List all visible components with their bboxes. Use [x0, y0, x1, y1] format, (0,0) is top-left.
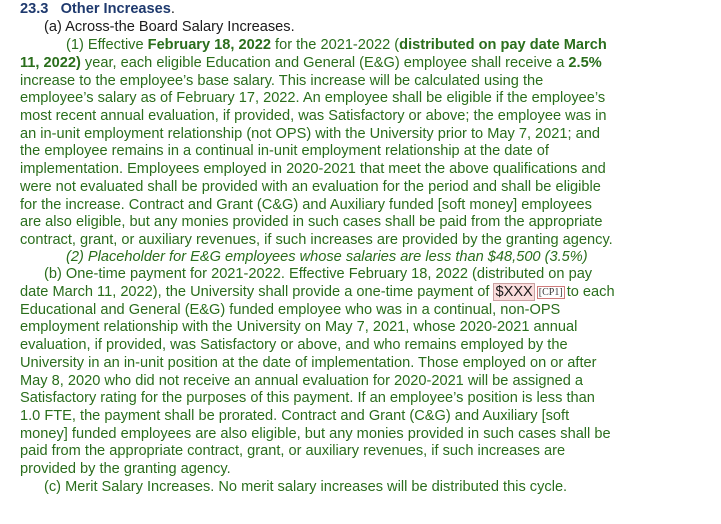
p1-effective-date: February 18, 2022	[147, 37, 271, 53]
p1-percent: 2.5%	[568, 55, 602, 71]
p1-line: are also eligible, but any monies provided in such cases shall be paid from the appropriate	[20, 214, 603, 230]
p1-line: implementation. Employees employed in 2020-2021 that meet the above qualifications and	[20, 161, 606, 177]
comment-marker[interactable]: [CP1]	[538, 287, 563, 298]
subsection-a-label: (a) Across-the Board Salary Increases.	[44, 19, 295, 35]
paragraph-1-line-1	[66, 37, 607, 55]
subsection-c: (c) Merit Salary Increases. No merit salary increases will be distributed this cycle.	[44, 479, 568, 495]
p1-line: for the increase. Contract and Grant (C&G) and Auxiliary funded [soft money] employees	[20, 197, 592, 213]
b-line: May 8, 2020 who did not receive an annual evaluation for 2020-2021 will be assigned a	[20, 373, 584, 389]
subsection-b-line-2	[20, 284, 615, 302]
payment-amount-placeholder[interactable]: $XXX	[495, 284, 533, 300]
b-line: employment relationship with the University on May 7, 2021, whose 2020-2021 annual	[20, 319, 578, 335]
b-line2-pre: date March 11, 2022), the University shall provide a one-time payment of	[20, 284, 494, 300]
p1-paid-date-2: 11, 2022)	[20, 55, 81, 71]
b-line: paid from the appropriate contract, grant, or auxiliary revenues, if such increases are	[20, 443, 566, 459]
section-number: 23.3	[20, 1, 49, 17]
p1-paid-date-1: distributed on pay date March	[399, 37, 607, 53]
p1-line: were not evaluated shall be provided with an evaluation for the period and shall be eligible	[20, 179, 601, 195]
b-line2-post: to each	[566, 284, 615, 300]
p1-mid: for the 2021-2022 (	[270, 37, 400, 53]
p1-line: increase to the employee’s base salary. This increase will be calculated using the	[20, 73, 544, 89]
p1-line: most recent annual evaluation, if provided, was Satisfactory or above; the employee was in	[20, 108, 607, 124]
section-heading	[20, 1, 175, 19]
subsection-b-line-1: (b) One-time payment for 2021-2022. Effective February 18, 2022 (distributed on pay	[44, 266, 593, 282]
b-line: University in an in-unit position at the date of implementation. Those employed on or after	[20, 355, 597, 371]
b-line: Educational and General (E&G) funded employee who was in a continual, non-OPS	[20, 302, 561, 318]
b-line: evaluation, if provided, was Satisfactory or above, and who remains employed by the	[20, 337, 568, 353]
b-line: provided by the granting agency.	[20, 461, 231, 477]
section-title: Other Increases	[60, 1, 171, 17]
p1-line: employee’s salary as of February 17, 2022. An employee shall be eligible if the employee’s	[20, 90, 606, 106]
paragraph-1-line-2	[20, 55, 602, 73]
p1-line: an in-unit employment relationship (not OPS) with the University prior to May 7, 2021; and	[20, 126, 600, 142]
p1-intro: (1) Effective	[66, 37, 148, 53]
p1-rest: year, each eligible Education and General (E&G) employee shall receive a	[80, 55, 569, 71]
heading-period: .	[170, 1, 175, 17]
paragraph-2-placeholder: (2) Placeholder for E&G employees whose salaries are less than $48,500 (3.5%)	[66, 249, 588, 265]
b-line: Satisfactory rating for the purposes of this payment. If an employee’s position is less than	[20, 390, 595, 406]
p1-line: contract, grant, or auxiliary revenues, if such increases are provided by the granting agency.	[20, 232, 613, 248]
b-line: money] funded employees are also eligible, but any monies provided in such cases shall be	[20, 426, 611, 442]
b-line: 1.0 FTE, the payment shall be prorated. Contract and Grant (C&G) and Auxiliary [soft	[20, 408, 570, 424]
p1-line: the employee remains in a continual in-unit employment relationship at the date of	[20, 143, 549, 159]
